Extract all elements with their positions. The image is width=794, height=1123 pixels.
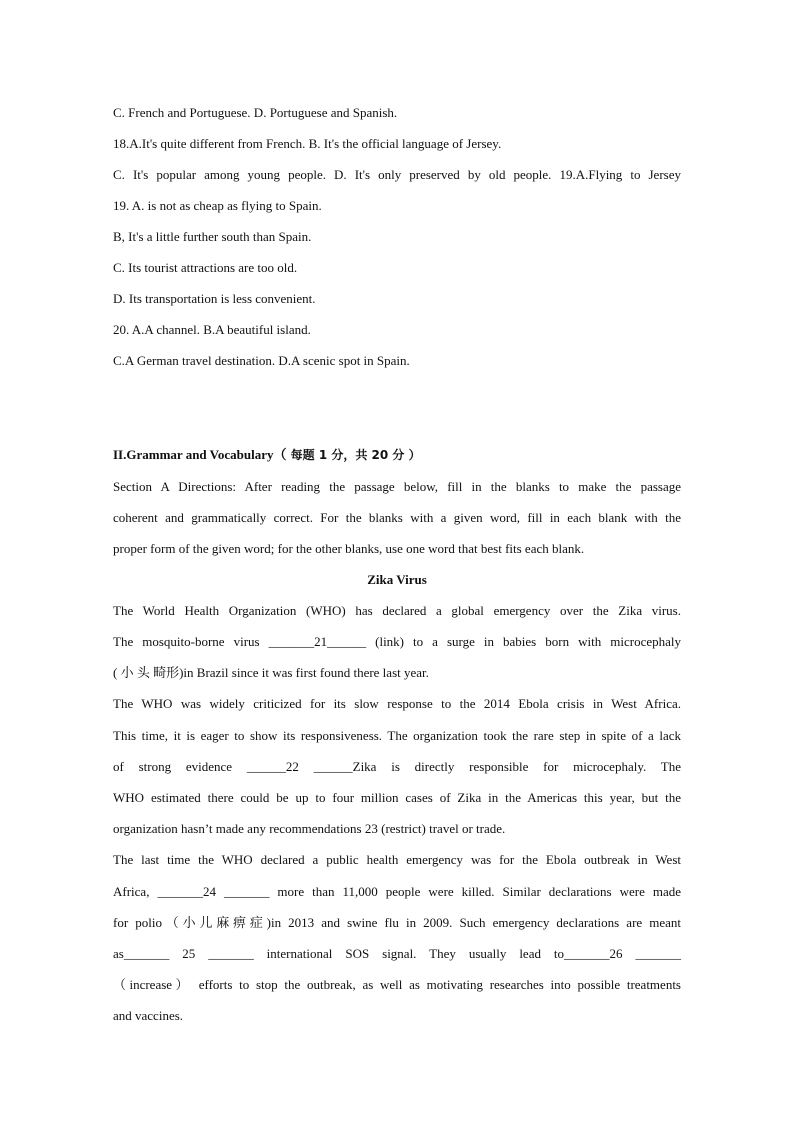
passage-line: The World Health Organization (WHO) has declared a global emergency over the Zika virus. [113, 603, 681, 618]
passage-line: for polio（小儿麻痹症)in 2013 and swine flu in 2009. Such emergency declarations are meant [113, 915, 681, 930]
passage-line: as_______ 25 _______ international SOS signal. They usually lead to_______26 _______ [113, 946, 681, 961]
passage-line: This time, it is eager to show its responsiveness. The organization took the rare step in spite of a lack [113, 728, 681, 743]
option-line: C. French and Portuguese. D. Portuguese and Spanish. [113, 105, 398, 120]
section-heading-en: II.Grammar and Vocabulary（ [113, 447, 287, 462]
option-line: D. Its transportation is less convenient. [113, 291, 316, 306]
passage-line: and vaccines. [113, 1008, 184, 1023]
option-line: 18.A.It's quite different from French. B. It's the official language of Jersey. [113, 136, 502, 151]
option-line: B, It's a little further south than Spain. [113, 229, 312, 244]
section-heading [113, 447, 421, 463]
directions-line: Section A Directions: After reading the passage below, fill in the blanks to make the passage [113, 479, 681, 494]
option-line: 20. A.A channel. B.A beautiful island. [113, 322, 311, 337]
passage-line: The mosquito-borne virus _______21______ (link) to a surge in babies born with microcephaly [113, 634, 681, 649]
passage-line: The last time the WHO declared a public health emergency was for the Ebola outbreak in West [113, 852, 681, 867]
passage-line: WHO estimated there could be up to four million cases of Zika in the Americas this year, but the [113, 790, 681, 805]
option-line: 19. A. is not as cheap as flying to Spain. [113, 198, 322, 213]
option-line: C. Its tourist attractions are too old. [113, 260, 298, 275]
passage-line: （increase） efforts to stop the outbreak, as well as motivating researches into possible treatments [113, 977, 681, 992]
passage-line: organization hasn’t made any recommendations 23 (restrict) travel or trade. [113, 821, 506, 836]
passage-line: Africa, _______24 _______ more than 11,000 people were killed. Similar declarations were made [113, 884, 681, 899]
directions-line: coherent and grammatically correct. For the blanks with a given word, fill in each blank with the [113, 510, 681, 525]
passage-line: The WHO was widely criticized for its slow response to the 2014 Ebola crisis in West Africa. [113, 696, 681, 711]
option-line: C.A German travel destination. D.A scenic spot in Spain. [113, 353, 410, 368]
section-heading-zh: 每题 1 分，共 20 分 ） [286, 448, 421, 462]
passage-title: Zika Virus [367, 572, 427, 587]
passage-line: of strong evidence ______22 ______Zika is directly responsible for microcephaly. The [113, 759, 681, 774]
passage-line: ( 小 头 畸形)in Brazil since it was first found there last year. [113, 665, 429, 680]
option-line: C. It's popular among young people. D. It's only preserved by old people. 19.A.Flying to Jersey [113, 167, 681, 182]
directions-line: proper form of the given word; for the other blanks, use one word that best fits each blank. [113, 541, 585, 556]
